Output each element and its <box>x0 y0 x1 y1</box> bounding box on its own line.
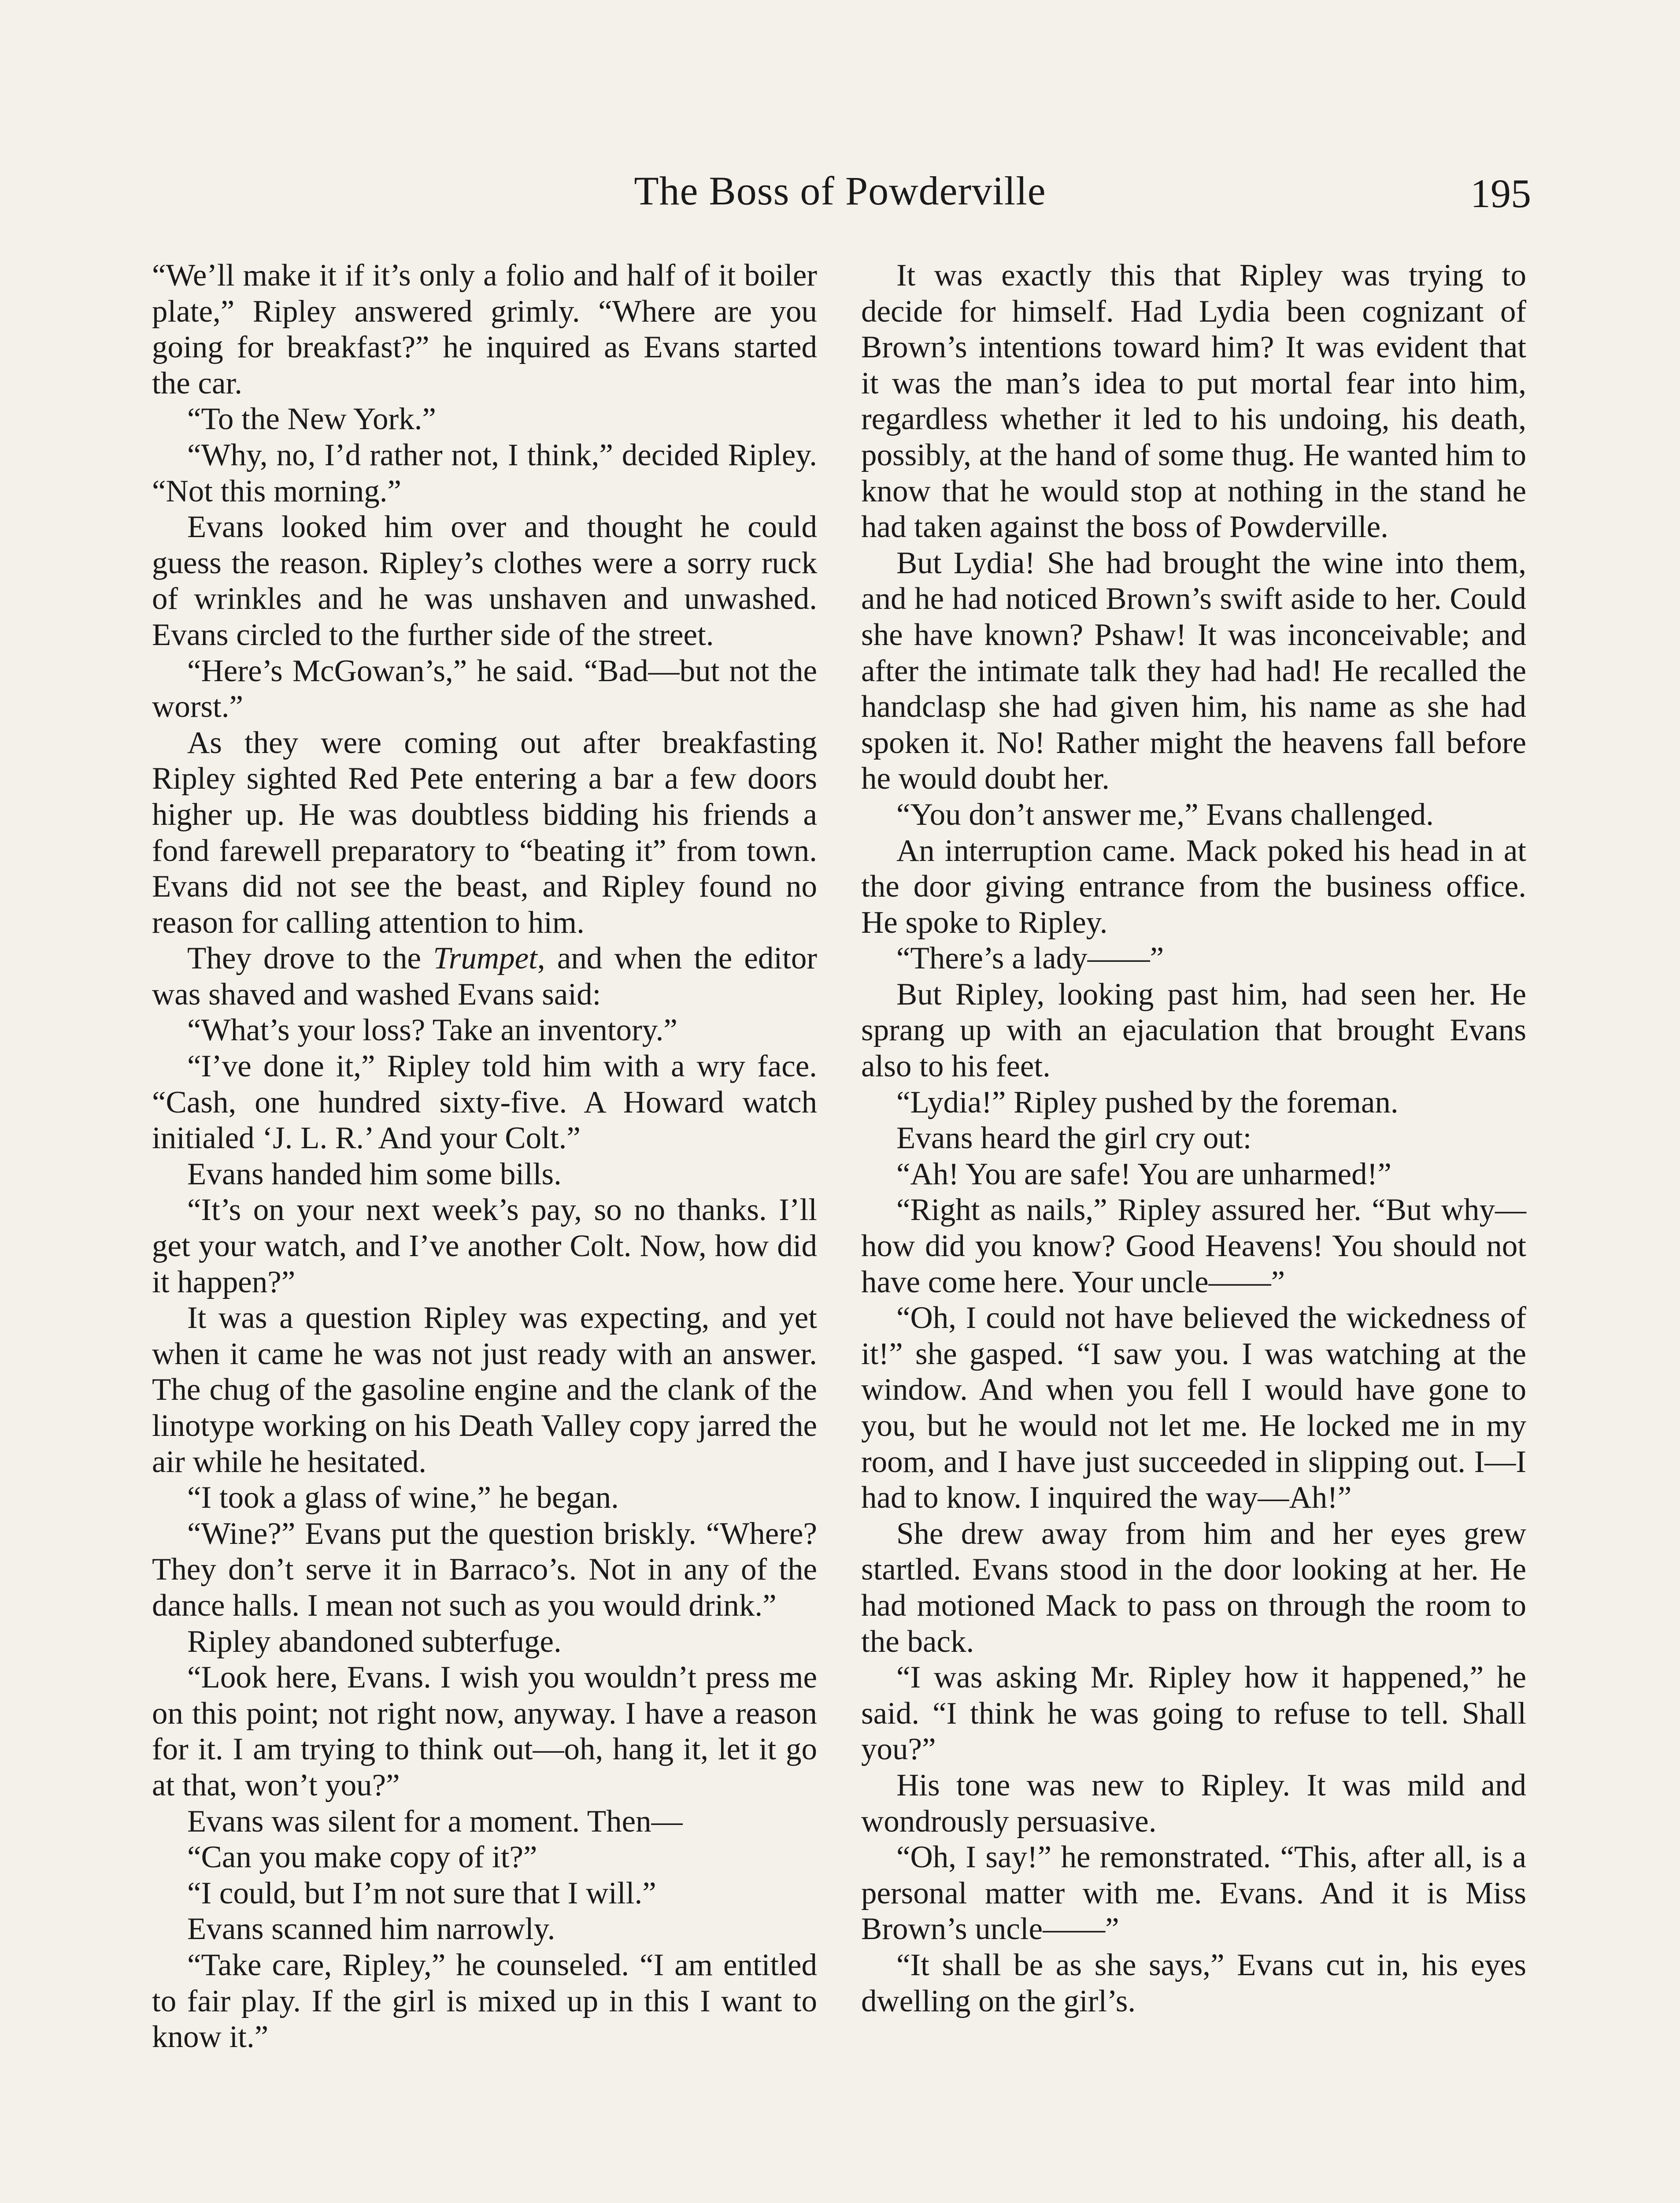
paragraph: “Here’s McGowan’s,” he said. “Bad—but not the worst.” <box>152 653 817 724</box>
left-column <box>152 258 817 2055</box>
paragraph: Evans looked him over and thought he could guess the reason. Ripley’s clothes were a sorry ruck of wrinkles and he was unshaven and unwashed. Evans circled to the further side of the street. <box>152 510 817 652</box>
paragraph: “Oh, I could not have believed the wickedness of it!” she gasped. “I saw you. I was watching at the window. And when you fell I would have gone to you, but he would not let me. He locked me in my room, and I have just succeeded in slipping out. I—I had to know. I inquired the way—Ah!” <box>861 1301 1526 1515</box>
paragraph: “There’s a lady——” <box>896 941 1164 976</box>
paragraph: “Can you make copy of it?” <box>187 1840 537 1875</box>
paragraph: As they were coming out after breakfasting Ripley sighted Red Pete entering a bar a few doors higher up. He was doubtless bidding his friends a fond farewell preparatory to “beating it” from town. Evans did not see the beast, and Ripley found no reason for calling attention to him. <box>152 725 817 940</box>
paragraph <box>152 941 817 1012</box>
paragraph: “Wine?” Evans put the question briskly. “Where? They don’t serve it in Barraco’s. Not in any of the dance halls. I mean not such as you would drink.” <box>152 1516 817 1623</box>
paragraph: “What’s your loss? Take an inventory.” <box>187 1013 677 1048</box>
text-run: They drove to the <box>187 941 433 976</box>
paragraph: “It shall be as she says,” Evans cut in, his eyes dwelling on the girl’s. <box>861 1947 1526 2018</box>
paragraph: “We’ll make it if it’s only a folio and half of it boiler plate,” Ripley answered grimly. “Where are you going for breakfast?” he inquired as Evans started the car. <box>152 258 817 401</box>
paragraph: “I’ve done it,” Ripley told him with a wry face. “Cash, one hundred sixty-five. A Howard watch initialed ‘J. L. R.’ And your Colt.” <box>152 1049 817 1156</box>
paragraph: “I took a glass of wine,” he began. <box>187 1480 619 1515</box>
paragraph: “To the New York.” <box>187 402 436 437</box>
paragraph: She drew away from him and her eyes grew startled. Evans stood in the door looking at her. He had motioned Mack to pass on through the room to the back. <box>861 1516 1526 1659</box>
paragraph: “I was asking Mr. Ripley how it happened,” he said. “I think he was going to refuse to tell. Shall you?” <box>861 1660 1526 1767</box>
paragraph: His tone was new to Ripley. It was mild and wondrously persuasive. <box>861 1768 1526 1839</box>
paragraph: But Ripley, looking past him, had seen her. He sprang up with an ejaculation that brought Evans also to his feet. <box>861 977 1526 1084</box>
paragraph: It was a question Ripley was expecting, and yet when it came he was not just ready with an answer. The chug of the gasoline engine and the clank of the linotype working on his Death Valley copy jarred the air while he hesitated. <box>152 1301 817 1479</box>
paragraph: “Lydia!” Ripley pushed by the foreman. <box>896 1085 1399 1120</box>
paragraph: Ripley abandoned subterfuge. <box>187 1624 562 1659</box>
paragraph: “Why, no, I’d rather not, I think,” decided Ripley. “Not this morning.” <box>152 438 817 508</box>
paragraph: But Lydia! She had brought the wine into them, and he had noticed Brown’s swift aside to her. Could she have known? Pshaw! It was inconceivable; and after the intimate talk they had had! He recalled the handclasp she had given him, his name as she had spoken it. No! Rather might the heavens fall before he would doubt her. <box>861 545 1526 796</box>
paragraph: Evans handed him some bills. <box>187 1157 562 1191</box>
page-number: 195 <box>1470 171 1531 216</box>
paragraph: “Right as nails,” Ripley assured her. “But why—how did you know? Good Heavens! You should not have come here. Your uncle——” <box>861 1193 1526 1299</box>
paragraph: An interruption came. Mack poked his head in at the door giving entrance from the business office. He spoke to Ripley. <box>861 833 1526 940</box>
paragraph: “Ah! You are safe! You are unharmed!” <box>896 1157 1391 1191</box>
right-column <box>861 258 1526 2019</box>
paragraph: “Oh, I say!” he remonstrated. “This, after all, is a personal matter with me. Evans. And it is Miss Brown’s uncle——” <box>861 1840 1526 1947</box>
text-run: , and when the editor was shaved and washed Evans said: <box>152 941 817 1012</box>
paragraph: “Look here, Evans. I wish you wouldn’t press me on this point; not right now, anyway. I have a reason for it. I am trying to think out—oh, hang it, let it go at that, won’t you?” <box>152 1660 817 1802</box>
running-title: The Boss of Powderville <box>634 168 1046 213</box>
paragraph: “I could, but I’m not sure that I will.” <box>187 1876 656 1910</box>
paragraph: Evans was silent for a moment. Then— <box>187 1804 683 1839</box>
paragraph: “You don’t answer me,” Evans challenged. <box>896 797 1434 832</box>
newspaper-title: Trumpet <box>433 941 537 976</box>
paragraph: It was exactly this that Ripley was trying to decide for himself. Had Lydia been cognizant of Brown’s intentions toward him? It was evident that it was the man’s idea to put mortal fear into him, regardless whether it led to his undoing, his death, possibly, at the hand of some thug. He wanted him to know that he would stop at nothing in the stand he had taken against the boss of Powderville. <box>861 258 1526 545</box>
paragraph: Evans scanned him narrowly. <box>187 1912 555 1947</box>
paragraph: Evans heard the girl cry out: <box>896 1121 1252 1156</box>
running-header <box>0 167 1680 229</box>
paragraph: “Take care, Ripley,” he counseled. “I am entitled to fair play. If the girl is mixed up in this I want to know it.” <box>152 1947 817 2055</box>
paragraph: “It’s on your next week’s pay, so no thanks. I’ll get your watch, and I’ve another Colt. Now, how did it happen?” <box>152 1193 817 1299</box>
